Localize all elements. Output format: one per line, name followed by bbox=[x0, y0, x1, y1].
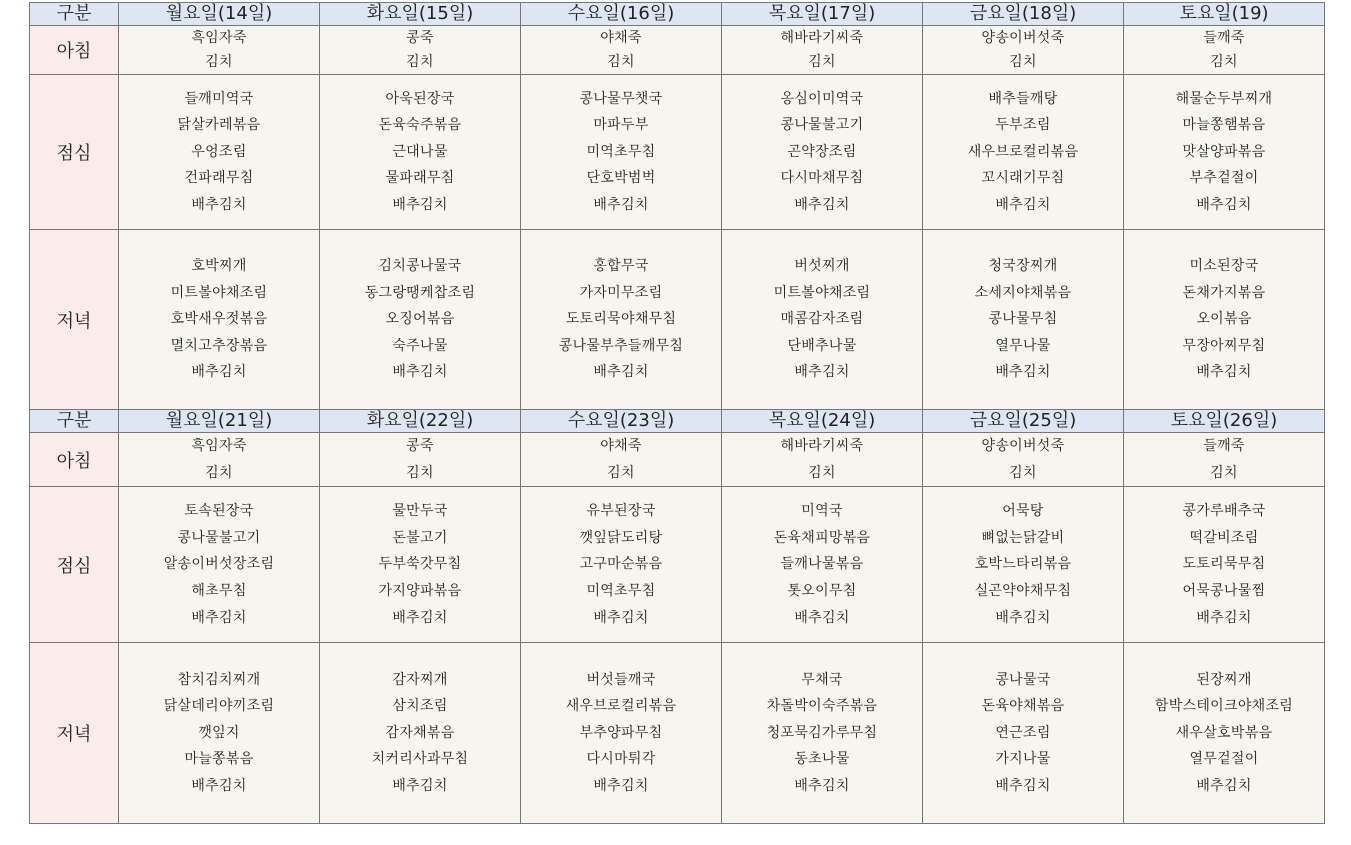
dish-item: 가지양파볶음 bbox=[378, 582, 462, 599]
dish-item: 배추김치 bbox=[593, 778, 649, 795]
dish-item: 해초무침 bbox=[191, 582, 247, 599]
dish-item: 콩죽 bbox=[406, 438, 434, 454]
day-header: 금요일(18일) bbox=[923, 3, 1124, 26]
dish-item: 배추김치 bbox=[191, 778, 247, 795]
dish-item: 호박찌개 bbox=[191, 258, 247, 275]
dinner-menu-cell bbox=[320, 643, 521, 824]
dish-item: 배추김치 bbox=[392, 609, 448, 626]
dish-item: 배추김치 bbox=[995, 364, 1051, 381]
day-header: 토요일(26일) bbox=[1124, 410, 1325, 433]
dish-item: 오징어볶음 bbox=[385, 311, 455, 328]
breakfast-menu-cell bbox=[521, 26, 722, 75]
dish-item: 떡갈비조림 bbox=[1189, 529, 1259, 546]
dish-item: 멸치고추장볶음 bbox=[170, 337, 268, 354]
dish-item: 김치 bbox=[1009, 54, 1037, 70]
dinner-menu-cell bbox=[923, 643, 1124, 824]
lunch-menu-cell bbox=[923, 487, 1124, 643]
dish-item: 배추김치 bbox=[593, 609, 649, 626]
dish-item: 김치콩나물국 bbox=[378, 258, 462, 275]
dish-item: 배추김치 bbox=[794, 196, 850, 213]
dish-item: 물파래무침 bbox=[385, 170, 455, 187]
dish-item: 양송이버섯죽 bbox=[981, 30, 1065, 46]
dish-item: 닭살카레볶음 bbox=[177, 117, 261, 134]
dish-item: 들깨미역국 bbox=[184, 90, 254, 107]
dish-item: 옹심이미역국 bbox=[780, 90, 864, 107]
dish-item: 배추김치 bbox=[191, 364, 247, 381]
meal-grid-body bbox=[30, 3, 1325, 824]
dish-item: 콩나물국 bbox=[995, 671, 1051, 688]
dish-item: 두부조림 bbox=[995, 117, 1051, 134]
dish-item: 돈육야채볶음 bbox=[981, 698, 1065, 715]
dish-item: 부추겉절이 bbox=[1189, 170, 1259, 187]
breakfast-row bbox=[30, 433, 1325, 487]
breakfast-menu-cell bbox=[119, 433, 320, 487]
dinner-menu-cell bbox=[521, 230, 722, 410]
dish-item: 아욱된장국 bbox=[385, 90, 455, 107]
lunch-menu-cell bbox=[722, 487, 923, 643]
dish-item: 청포묵김가루무침 bbox=[766, 724, 878, 741]
dish-item: 버섯들깨국 bbox=[586, 671, 656, 688]
dish-item: 김치 bbox=[205, 54, 233, 70]
dinner-menu-cell bbox=[722, 643, 923, 824]
dinner-menu-cell bbox=[320, 230, 521, 410]
lunch-row bbox=[30, 487, 1325, 643]
dish-item: 배추김치 bbox=[392, 778, 448, 795]
dish-item: 동그랑땡케찹조림 bbox=[364, 284, 476, 301]
dish-item: 김치 bbox=[1210, 464, 1238, 481]
dish-item: 해바라기씨죽 bbox=[780, 438, 864, 454]
day-header: 수요일(16일) bbox=[521, 3, 722, 26]
dish-item: 홍합무국 bbox=[593, 258, 649, 275]
dish-item: 배추김치 bbox=[995, 609, 1051, 626]
dish-item: 김치 bbox=[607, 464, 635, 481]
day-header: 금요일(25일) bbox=[923, 410, 1124, 433]
dish-item: 배추김치 bbox=[794, 778, 850, 795]
dish-item: 건파래무침 bbox=[184, 170, 254, 187]
dish-item: 숙주나물 bbox=[392, 337, 448, 354]
dish-item: 콩가루배추국 bbox=[1182, 503, 1266, 520]
dish-item: 매콤감자조림 bbox=[780, 311, 864, 328]
dinner-row bbox=[30, 230, 1325, 410]
dish-item: 배추김치 bbox=[593, 364, 649, 381]
dish-item: 단배추나물 bbox=[787, 337, 857, 354]
weekly-meal-table bbox=[29, 2, 1325, 824]
dish-item: 삼치조림 bbox=[392, 698, 448, 715]
category-header: 구분 bbox=[30, 410, 119, 433]
dish-item: 된장찌개 bbox=[1196, 671, 1252, 688]
dish-item: 어묵탕 bbox=[1002, 503, 1044, 520]
dish-item: 고구마순볶음 bbox=[579, 556, 663, 573]
day-header: 목요일(17일) bbox=[722, 3, 923, 26]
dish-item: 알송이버섯장조림 bbox=[163, 556, 275, 573]
dish-item: 배추김치 bbox=[191, 609, 247, 626]
dish-item: 맛살양파볶음 bbox=[1182, 143, 1266, 160]
breakfast-row bbox=[30, 26, 1325, 75]
dish-item: 뼈없는닭갈비 bbox=[981, 529, 1065, 546]
dish-item: 부추양파무침 bbox=[579, 724, 663, 741]
dish-item: 흑임자죽 bbox=[191, 30, 247, 46]
dish-item: 김치 bbox=[607, 54, 635, 70]
day-header: 화요일(15일) bbox=[320, 3, 521, 26]
dish-item: 도토리묵야채무침 bbox=[565, 311, 677, 328]
dish-item: 열무겉절이 bbox=[1189, 751, 1259, 768]
dish-item: 배추김치 bbox=[1196, 609, 1252, 626]
lunch-label: 점심 bbox=[30, 75, 119, 230]
lunch-menu-cell bbox=[521, 75, 722, 230]
lunch-label: 점심 bbox=[30, 487, 119, 643]
dish-item: 깻잎지 bbox=[198, 724, 240, 741]
dish-item: 들깨죽 bbox=[1203, 438, 1245, 454]
dish-item: 동초나물 bbox=[794, 751, 850, 768]
dish-item: 마늘쫑햄볶음 bbox=[1182, 117, 1266, 134]
dish-item: 김치 bbox=[205, 464, 233, 481]
breakfast-menu-cell bbox=[923, 433, 1124, 487]
category-header: 구분 bbox=[30, 3, 119, 26]
breakfast-menu-cell bbox=[1124, 26, 1325, 75]
lunch-menu-cell bbox=[320, 75, 521, 230]
dish-item: 참치김치찌개 bbox=[177, 671, 261, 688]
dish-item: 감자채볶음 bbox=[385, 724, 455, 741]
dish-item: 연근조림 bbox=[995, 724, 1051, 741]
dish-item: 청국장찌개 bbox=[988, 258, 1058, 275]
dish-item: 새우브로컬리볶음 bbox=[967, 143, 1079, 160]
dish-item: 해물순두부찌개 bbox=[1175, 90, 1273, 107]
day-header: 월요일(14일) bbox=[119, 3, 320, 26]
dish-item: 닭살데리야끼조림 bbox=[163, 698, 275, 715]
dinner-menu-cell bbox=[1124, 230, 1325, 410]
dish-item: 콩나물무챗국 bbox=[579, 90, 663, 107]
dish-item: 야채죽 bbox=[600, 438, 642, 454]
dish-item: 돈육채피망볶음 bbox=[773, 529, 871, 546]
dish-item: 김치 bbox=[1210, 54, 1238, 70]
dish-item: 톳오이무침 bbox=[787, 582, 857, 599]
dinner-menu-cell bbox=[923, 230, 1124, 410]
dish-item: 콩나물무침 bbox=[988, 311, 1058, 328]
week-header-row bbox=[30, 410, 1325, 433]
dish-item: 배추김치 bbox=[995, 778, 1051, 795]
dish-item: 배추김치 bbox=[794, 609, 850, 626]
dish-item: 다시마튀각 bbox=[586, 751, 656, 768]
dish-item: 김치 bbox=[406, 54, 434, 70]
lunch-menu-cell bbox=[722, 75, 923, 230]
breakfast-menu-cell bbox=[320, 26, 521, 75]
dish-item: 해바라기씨죽 bbox=[780, 30, 864, 46]
dish-item: 깻잎닭도리탕 bbox=[579, 529, 663, 546]
dish-item: 미소된장국 bbox=[1189, 258, 1259, 275]
breakfast-menu-cell bbox=[521, 433, 722, 487]
dish-item: 함박스테이크야채조림 bbox=[1154, 698, 1294, 715]
dish-item: 다시마채무침 bbox=[780, 170, 864, 187]
dinner-menu-cell bbox=[722, 230, 923, 410]
dish-item: 콩나물불고기 bbox=[177, 529, 261, 546]
dish-item: 들깨나물볶음 bbox=[780, 556, 864, 573]
dish-item: 열무나물 bbox=[995, 337, 1051, 354]
dish-item: 배추김치 bbox=[1196, 196, 1252, 213]
dish-item: 새우살호박볶음 bbox=[1175, 724, 1273, 741]
dish-item: 흑임자죽 bbox=[191, 438, 247, 454]
dish-item: 소세지야채볶음 bbox=[974, 284, 1072, 301]
dish-item: 실곤약야채무침 bbox=[974, 582, 1072, 599]
dinner-menu-cell bbox=[119, 643, 320, 824]
dish-item: 근대나물 bbox=[392, 143, 448, 160]
breakfast-menu-cell bbox=[1124, 433, 1325, 487]
dinner-label: 저녁 bbox=[30, 643, 119, 824]
dish-item: 양송이버섯죽 bbox=[981, 438, 1065, 454]
dish-item: 물만두국 bbox=[392, 503, 448, 520]
dish-item: 콩나물부추들깨무침 bbox=[558, 337, 684, 354]
dish-item: 미트볼야채조림 bbox=[773, 284, 871, 301]
dish-item: 차돌박이숙주볶음 bbox=[766, 698, 878, 715]
breakfast-label: 아침 bbox=[30, 433, 119, 487]
dish-item: 새우브로컬리볶음 bbox=[565, 698, 677, 715]
dish-item: 배추김치 bbox=[593, 196, 649, 213]
breakfast-menu-cell bbox=[722, 26, 923, 75]
dish-item: 돈육숙주볶음 bbox=[378, 117, 462, 134]
dish-item: 버섯찌개 bbox=[794, 258, 850, 275]
dish-item: 감자찌개 bbox=[392, 671, 448, 688]
dish-item: 야채죽 bbox=[600, 30, 642, 46]
lunch-menu-cell bbox=[1124, 75, 1325, 230]
meal-grid bbox=[29, 2, 1325, 824]
dish-item: 들깨죽 bbox=[1203, 30, 1245, 46]
dish-item: 김치 bbox=[808, 464, 836, 481]
dish-item: 무장아찌무침 bbox=[1182, 337, 1266, 354]
dish-item: 무채국 bbox=[801, 671, 843, 688]
dish-item: 돈채가지볶음 bbox=[1182, 284, 1266, 301]
lunch-menu-cell bbox=[1124, 487, 1325, 643]
day-header: 화요일(22일) bbox=[320, 410, 521, 433]
dish-item: 배추김치 bbox=[995, 196, 1051, 213]
dish-item: 치커리사과무침 bbox=[371, 751, 469, 768]
dish-item: 호박느타리볶음 bbox=[974, 556, 1072, 573]
dinner-menu-cell bbox=[1124, 643, 1325, 824]
lunch-menu-cell bbox=[119, 75, 320, 230]
lunch-row bbox=[30, 75, 1325, 230]
dish-item: 배추김치 bbox=[1196, 778, 1252, 795]
dish-item: 배추들깨탕 bbox=[988, 90, 1058, 107]
dish-item: 마파두부 bbox=[593, 117, 649, 134]
dinner-row bbox=[30, 643, 1325, 824]
dish-item: 꼬시래기무침 bbox=[981, 170, 1065, 187]
dish-item: 도토리묵무침 bbox=[1182, 556, 1266, 573]
dish-item: 배추김치 bbox=[191, 196, 247, 213]
breakfast-label: 아침 bbox=[30, 26, 119, 75]
dish-item: 유부된장국 bbox=[586, 503, 656, 520]
dinner-menu-cell bbox=[119, 230, 320, 410]
breakfast-menu-cell bbox=[320, 433, 521, 487]
lunch-menu-cell bbox=[521, 487, 722, 643]
dish-item: 배추김치 bbox=[1196, 364, 1252, 381]
week-header-row bbox=[30, 3, 1325, 26]
day-header: 목요일(24일) bbox=[722, 410, 923, 433]
dish-item: 오이볶음 bbox=[1196, 311, 1252, 328]
dish-item: 김치 bbox=[1009, 464, 1037, 481]
dinner-label: 저녁 bbox=[30, 230, 119, 410]
dish-item: 우엉조림 bbox=[191, 143, 247, 160]
dinner-menu-cell bbox=[521, 643, 722, 824]
dish-item: 돈불고기 bbox=[392, 529, 448, 546]
dish-item: 콩죽 bbox=[406, 30, 434, 46]
breakfast-menu-cell bbox=[722, 433, 923, 487]
lunch-menu-cell bbox=[923, 75, 1124, 230]
dish-item: 호박새우젓볶음 bbox=[170, 311, 268, 328]
breakfast-menu-cell bbox=[923, 26, 1124, 75]
lunch-menu-cell bbox=[119, 487, 320, 643]
dish-item: 배추김치 bbox=[794, 364, 850, 381]
dish-item: 콩나물불고기 bbox=[780, 117, 864, 134]
dish-item: 배추김치 bbox=[392, 196, 448, 213]
dish-item: 곤약장조림 bbox=[787, 143, 857, 160]
dish-item: 미역초무침 bbox=[586, 582, 656, 599]
dish-item: 미역초무침 bbox=[586, 143, 656, 160]
dish-item: 토속된장국 bbox=[184, 503, 254, 520]
dish-item: 김치 bbox=[406, 464, 434, 481]
dish-item: 김치 bbox=[808, 54, 836, 70]
lunch-menu-cell bbox=[320, 487, 521, 643]
dish-item: 미트볼야채조림 bbox=[170, 284, 268, 301]
day-header: 토요일(19) bbox=[1124, 3, 1325, 26]
dish-item: 어묵콩나물찜 bbox=[1182, 582, 1266, 599]
day-header: 월요일(21일) bbox=[119, 410, 320, 433]
dish-item: 가지나물 bbox=[995, 751, 1051, 768]
breakfast-menu-cell bbox=[119, 26, 320, 75]
dish-item: 미역국 bbox=[801, 503, 843, 520]
dish-item: 두부쑥갓무침 bbox=[378, 556, 462, 573]
dish-item: 배추김치 bbox=[392, 364, 448, 381]
dish-item: 마늘쫑볶음 bbox=[184, 751, 254, 768]
dish-item: 단호박범벅 bbox=[586, 170, 656, 187]
day-header: 수요일(23일) bbox=[521, 410, 722, 433]
dish-item: 가자미무조림 bbox=[579, 284, 663, 301]
